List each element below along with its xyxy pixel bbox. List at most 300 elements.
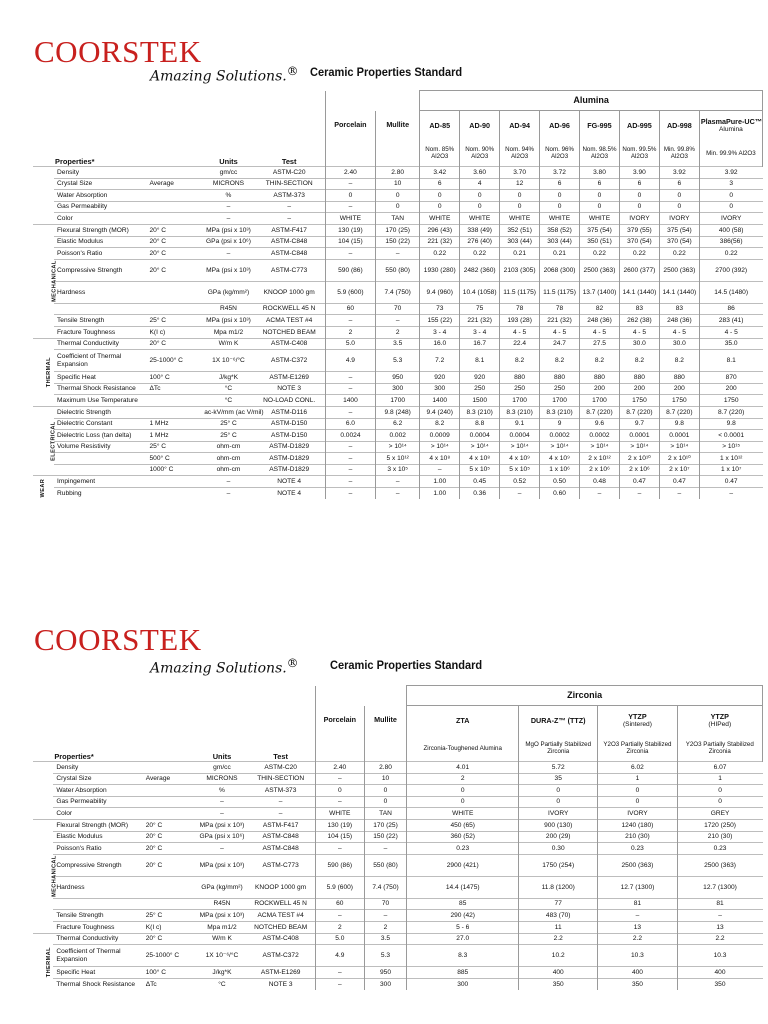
property-value: 5.3 [376,350,420,372]
property-value: 11.8 (1200) [519,876,598,898]
property-value: > 10¹⁴ [619,441,659,453]
material-name: Porcelain [323,715,356,725]
property-value: 283 (41) [699,315,762,327]
property-value: > 10¹⁴ [540,441,580,453]
property-value: 30.0 [659,338,699,350]
property-value: 0 [659,190,699,202]
property-value: 3.60 [460,167,500,179]
property-condition: 20° C [143,854,198,876]
material-name: PlasmaPure-UC™ [700,117,762,127]
property-name: Tensile Strength [54,315,146,327]
property-units: MPa (psi x 10³) [198,854,247,876]
property-value: 8.3 (210) [500,406,540,418]
property-test: ASTM-D116 [254,406,325,418]
property-test: ROCKWELL 45 N [254,303,325,315]
property-condition [147,395,204,407]
property-value: 1750 [659,395,699,407]
property-condition: ΔTc [147,383,204,395]
property-value: 1720 (250) [677,819,762,831]
property-units: °C [203,383,253,395]
property-value: 1700 [580,395,620,407]
property-value: 7.2 [420,350,460,372]
property-value: 221 (32) [460,315,500,327]
property-value: 14.1 (1440) [659,281,699,303]
property-test: ASTM-C848 [246,831,315,843]
property-value: 350 [677,978,762,990]
property-value: 5.9 (600) [315,876,364,898]
property-value: 0 [659,201,699,213]
property-value: 1 [598,773,677,785]
property-value: 880 [580,372,620,384]
property-value: 400 [677,967,762,979]
property-value: 0 [580,201,620,213]
property-value: 130 (19) [325,224,375,236]
property-value: – [325,248,375,260]
property-value: TAN [376,213,420,225]
table-row [33,338,763,350]
property-value: 9 [540,418,580,430]
property-value: 2.80 [364,762,407,774]
section-name: THERMAL [45,946,52,977]
property-value: < 0.0001 [699,430,762,442]
property-value: IVORY [619,213,659,225]
property-value: – [364,843,407,855]
material-column-header [376,111,420,141]
property-value: 1240 (180) [598,819,677,831]
material-group-header: Zirconia [407,686,763,706]
property-value: 8.2 [659,350,699,372]
property-value: 193 (28) [500,315,540,327]
table-row [33,303,763,315]
property-value: 5 - 6 [407,921,519,933]
property-value: 10 [364,773,407,785]
property-value: – [619,488,659,500]
property-units: – [203,248,253,260]
table-row [33,178,763,190]
property-value: 2500 (363) [580,259,620,281]
property-test: ASTM-D1829 [254,441,325,453]
property-value: – [315,910,364,922]
property-value: 150 (22) [376,236,420,248]
property-value: 6 [580,178,620,190]
property-value: WHITE [315,808,364,820]
property-value: 0 [540,190,580,202]
property-name: Thermal Conductivity [54,338,146,350]
material-composition: Min. 99.8% Al2O3 [659,141,699,167]
material-column-header [364,706,407,736]
property-value: 30.0 [619,338,659,350]
property-value: 0 [420,201,460,213]
property-value: 1750 (254) [519,854,598,876]
material-composition [364,736,407,762]
property-test: ASTM-C773 [254,259,325,281]
property-value: 885 [407,967,519,979]
property-value: 300 [420,383,460,395]
property-value: 75 [460,303,500,315]
property-value: 4 x 10⁹ [500,453,540,465]
property-value: 0.48 [580,476,620,488]
property-value: – [325,453,375,465]
property-value: 0 [540,201,580,213]
property-value: WHITE [580,213,620,225]
property-value: IVORY [519,808,598,820]
property-value: 250 [540,383,580,395]
property-condition [143,796,198,808]
property-value: 450 (65) [407,819,519,831]
property-name: Elastic Modulus [54,236,146,248]
property-value: 27.5 [580,338,620,350]
table-row [33,441,763,453]
property-value: 9.8 (248) [376,406,420,418]
table-row [33,921,763,933]
property-value: 0.21 [540,248,580,260]
table-row [33,167,763,179]
properties-table-alumina [33,90,763,499]
property-value: 86 [699,303,762,315]
property-value: 0.47 [619,476,659,488]
property-test: KNOOP 1000 gm [246,876,315,898]
material-composition: Nom. 90% Al2O3 [460,141,500,167]
property-value: 248 (36) [659,315,699,327]
table-row [33,372,763,384]
property-value: 3 [699,178,762,190]
property-units: MPa (psi x 10³) [198,819,247,831]
property-value: 4 - 5 [659,326,699,338]
property-test: NOTE 3 [254,383,325,395]
property-value: 6.0 [325,418,375,430]
property-value: 1700 [540,395,580,407]
property-condition: Average [143,773,198,785]
property-value: 6 [619,178,659,190]
property-value: 4.9 [315,945,364,967]
table-row [33,315,763,327]
property-value: – [315,967,364,979]
property-value: 85 [407,898,519,910]
property-value: 77 [519,898,598,910]
material-group-header: Alumina [420,91,763,111]
property-value: 0 [699,201,762,213]
property-value: 83 [659,303,699,315]
property-value: – [677,910,762,922]
property-value: 4 - 5 [619,326,659,338]
property-condition [147,488,204,500]
property-value: WHITE [325,213,375,225]
property-value: 300 [364,978,407,990]
property-value: 4 - 5 [540,326,580,338]
property-value: 8.2 [500,350,540,372]
properties-column-header: Properties* [55,156,95,166]
material-column-header [598,706,677,736]
property-value: 375 (54) [580,224,620,236]
property-value: 0 [315,785,364,797]
section-name: ELECTRICAL [50,421,57,461]
property-value: 350 (51) [580,236,620,248]
property-value: 6.07 [677,762,762,774]
material-composition [325,141,375,167]
property-condition: 20° C [143,843,198,855]
property-value: 0 [376,190,420,202]
property-units: GPa (psi x 10⁶) [198,831,247,843]
property-value: 3.5 [376,338,420,350]
property-value: – [376,315,420,327]
material-name: YTZP [710,712,729,722]
material-column-header [619,111,659,141]
property-test: ASTM-C408 [254,338,325,350]
property-condition [147,190,204,202]
property-value: – [325,178,375,190]
property-value: 8.7 (220) [619,406,659,418]
property-value: 8.3 (210) [540,406,580,418]
property-value: 1 x 10⁶ [540,464,580,476]
material-composition: Nom. 85% Al2O3 [420,141,460,167]
property-value: 0.23 [407,843,519,855]
property-test: ASTM-C408 [246,933,315,945]
property-value: 0.21 [500,248,540,260]
table-row [33,464,763,476]
property-value: 200 [699,383,762,395]
property-value: 0 [580,190,620,202]
property-value: 8.1 [460,350,500,372]
property-value: – [325,315,375,327]
property-value: 1.00 [420,476,460,488]
properties-table-zirconia [33,685,763,990]
property-test: ASTM-D150 [254,430,325,442]
property-value: 0.36 [460,488,500,500]
table-row [33,898,763,910]
property-value: 0 [420,190,460,202]
material-composition: Min. 99.9% Al2O3 [699,141,762,167]
material-composition: Y2O3 Partially Stabilized Zirconia [598,736,677,762]
property-value: 0.0009 [420,430,460,442]
property-value: > 10¹⁴ [580,441,620,453]
section-label [33,224,58,338]
property-condition: 20° C [147,224,204,236]
property-name: Thermal Shock Resistance [53,978,142,990]
property-value: 8.3 (210) [460,406,500,418]
property-value: WHITE [420,213,460,225]
property-condition: 20° C [147,236,204,248]
property-units: % [203,190,253,202]
property-value: 375 (54) [659,224,699,236]
property-value: 0 [364,785,407,797]
property-value: 590 (86) [325,259,375,281]
property-name: Rubbing [54,488,146,500]
property-units: – [198,796,247,808]
property-value: 82 [580,303,620,315]
property-test: ASTM-C20 [246,762,315,774]
property-value: 350 [519,978,598,990]
material-composition: Y2O3 Partially Stabilized Zirconia [677,736,762,762]
property-value: 290 (42) [407,910,519,922]
property-units: J/kg*K [198,967,247,979]
property-name: Thermal Shock Resistance [54,383,146,395]
property-value: 3 x 10⁵ [376,464,420,476]
property-value: 0.0004 [500,430,540,442]
datasheet-zirconia [0,592,768,1024]
property-value: 0.0002 [540,430,580,442]
material-column-header [460,111,500,141]
property-value: 900 (130) [519,819,598,831]
property-value: 104 (15) [315,831,364,843]
property-value: 210 (30) [598,831,677,843]
property-value: 4 - 5 [500,326,540,338]
property-value: 9.1 [500,418,540,430]
property-test: NOTE 4 [254,488,325,500]
property-value: 78 [540,303,580,315]
table-row [33,831,763,843]
table-row [33,819,763,831]
property-value: 0 [677,796,762,808]
property-units: – [203,213,253,225]
property-test: ASTM-D1829 [254,453,325,465]
property-name: Poisson's Ratio [54,248,146,260]
property-condition [147,476,204,488]
property-value: 1 [677,773,762,785]
property-value: 3.70 [500,167,540,179]
property-units: °C [198,978,247,990]
property-test: ASTM-D150 [254,418,325,430]
material-composition: Zirconia-Toughened Alumina [407,736,519,762]
property-value: 5.0 [315,933,364,945]
property-value: 1 x 10⁷ [699,464,762,476]
property-condition: 25° C [147,315,204,327]
property-condition: 20° C [143,831,198,843]
property-value: 170 (25) [376,224,420,236]
property-units: ohm-cm [203,441,253,453]
property-units: MICRONS [198,773,247,785]
property-name: Crystal Size [54,178,146,190]
property-value: 2 [364,921,407,933]
property-condition [147,167,204,179]
material-column-header [407,706,519,736]
property-test: ASTM-E1269 [254,372,325,384]
property-name: Density [54,167,146,179]
property-value: – [580,488,620,500]
property-test: ASTM-C848 [254,248,325,260]
property-test: ACMA TEST #4 [254,315,325,327]
table-row [33,453,763,465]
property-value: 7.4 (750) [376,281,420,303]
property-value: IVORY [699,213,762,225]
property-name: Density [53,762,142,774]
property-value: 0.0001 [659,430,699,442]
table-row [33,326,763,338]
material-column-header [659,111,699,141]
tagline: Amazing Solutions.® [150,656,299,677]
property-name: Compressive Strength [53,854,142,876]
property-units: 25° C [203,418,253,430]
property-name: Tensile Strength [53,910,142,922]
property-value: 8.2 [420,418,460,430]
property-value: 11 [519,921,598,933]
property-value: 5 x 10⁵ [500,464,540,476]
material-composition [376,141,420,167]
property-name [53,898,142,910]
property-value: 880 [619,372,659,384]
property-test: ASTM-C773 [246,854,315,876]
property-test: – [246,796,315,808]
property-value: 1930 (280) [420,259,460,281]
material-composition: MgO Partially Stabilized Zirconia [519,736,598,762]
property-value: 3.92 [699,167,762,179]
property-units: W/m K [203,338,253,350]
property-units: gm/cc [198,762,247,774]
property-units: 25° C [203,430,253,442]
property-value: 8.7 (220) [659,406,699,418]
property-units: J/kg*K [203,372,253,384]
property-units: GPa (psi x 10⁶) [203,236,253,248]
property-value: – [376,476,420,488]
property-value: 210 (30) [677,831,762,843]
property-value: 5.0 [325,338,375,350]
property-value: 4 x 10⁸ [420,453,460,465]
property-condition: 25-1000° C [143,945,198,967]
property-value: 0.002 [376,430,420,442]
property-name: Hardness [53,876,142,898]
property-value: 2900 (421) [407,854,519,876]
table-row [33,383,763,395]
property-value: – [325,201,375,213]
property-condition: 20° C [147,338,204,350]
property-name: Coefficient of Thermal Expansion [54,350,146,372]
property-value: 0 [407,785,519,797]
section-name: MECHANICAL [51,260,58,303]
property-test: ASTM-C848 [246,843,315,855]
property-value: 0.0002 [580,430,620,442]
property-value: 2103 (305) [500,259,540,281]
property-value: 2068 (300) [540,259,580,281]
property-condition [143,808,198,820]
table-row [33,876,763,898]
property-value: 22.4 [500,338,540,350]
property-units: ac-kV/mm (ac V/mil) [203,406,253,418]
property-value: – [325,372,375,384]
property-value: 360 (52) [407,831,519,843]
table-row [33,406,763,418]
property-value: 35 [519,773,598,785]
property-value: 4 [460,178,500,190]
properties-column-header: Properties* [54,751,94,761]
property-value: 0.22 [659,248,699,260]
property-value: > 10¹⁴ [376,441,420,453]
property-name: Impingement [54,476,146,488]
property-value: 0.22 [460,248,500,260]
material-name: Mullite [386,120,410,130]
property-value: 3.90 [619,167,659,179]
property-name: Specific Heat [53,967,142,979]
property-units: MPa (psi x 10³) [203,259,253,281]
property-test: NOTCHED BEAM [254,326,325,338]
property-value: WHITE [500,213,540,225]
property-value: 2 x 10¹⁰ [619,453,659,465]
property-name: Volume Resistivity [54,441,146,453]
table-row [33,418,763,430]
material-name: ZTA [456,715,470,725]
property-value: 200 [659,383,699,395]
property-condition [147,281,204,303]
property-value: 0.23 [677,843,762,855]
material-column-header [420,111,460,141]
material-column-header [325,111,375,141]
property-name: Water Absorption [53,785,142,797]
property-value: 9.8 [659,418,699,430]
property-value: 2 [315,921,364,933]
property-value: WHITE [540,213,580,225]
material-name: YTZP [628,712,647,722]
property-value: 880 [659,372,699,384]
property-value: 248 (36) [580,315,620,327]
property-value: 6 [659,178,699,190]
